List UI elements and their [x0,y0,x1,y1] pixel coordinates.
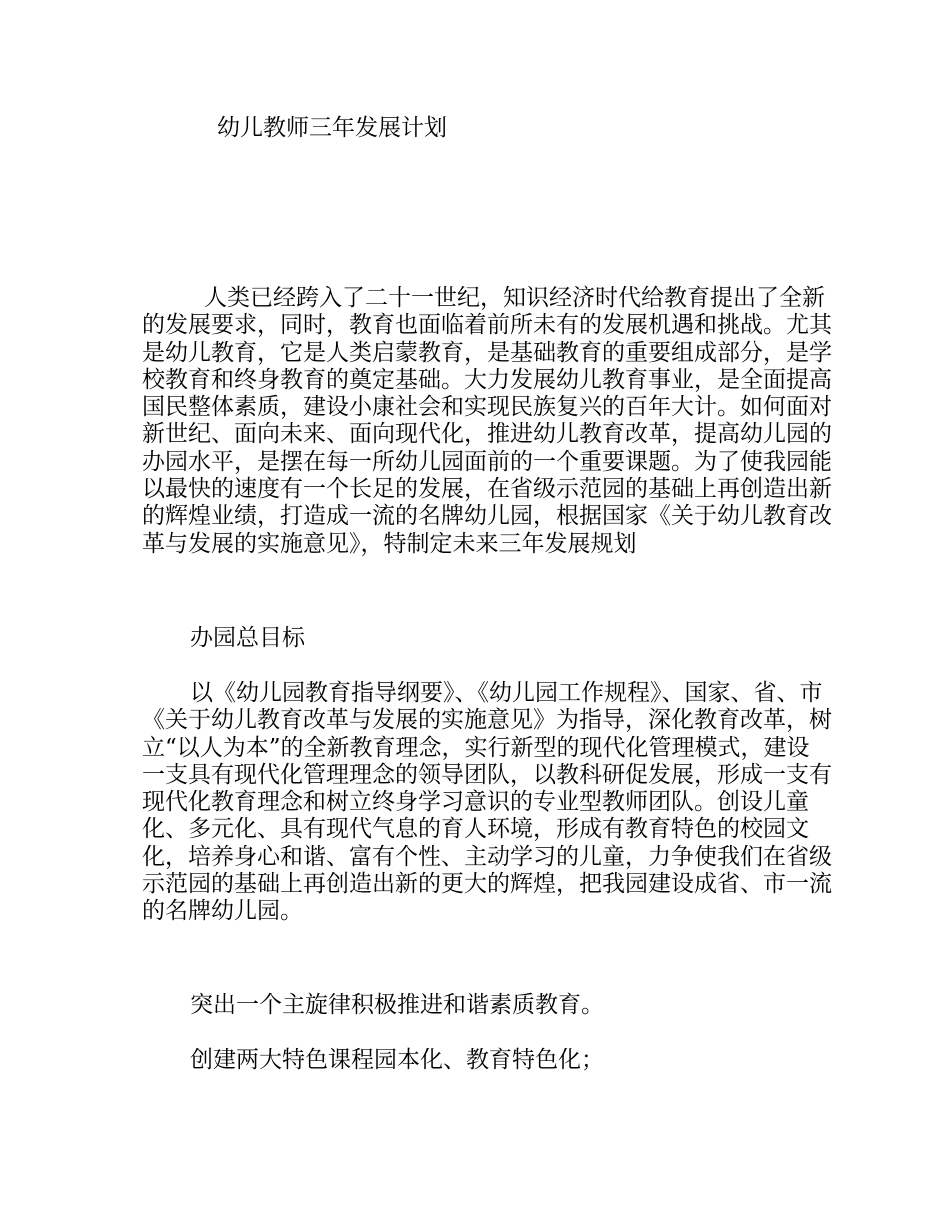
plan-item-paragraph: 突出一个主旋律积极推进和谐素质教育。 [190,992,604,1018]
intro-paragraph: 人类已经跨入了二十一世纪，知识经济时代给教育提出了全新的发展要求，同时，教育也面临着前所未有的发展机遇和挑战。尤其是幼儿教育，它是人类启蒙教育，是基础教育的重要组成部分，是学校教育和终身教育的奠定基础。大力发展幼儿教育事业，是全面提高国民整体素质，建设小康社会和实现民族复兴的百年大计。如何面对新世纪、面向未来、面向现代化，推进幼儿教育改革，提高幼儿园的办园水平，是摆在每一所幼儿园面前的一个重要课题。为了使我园能以最快的速度有一个长足的发展，在省级示范园的基础上再创造出新的辉煌业绩，打造成一流的名牌幼儿园，根据国家《关于幼儿教育改革与发展的实施意见》，特制定未来三年发展规划 [142,285,832,557]
document-title: 幼儿教师三年发展计划 [217,115,447,141]
plan-item-paragraph: 创建两大特色课程园本化、教育特色化； [190,1047,604,1073]
goal-paragraph: 以《幼儿园教育指导纲要》、《幼儿园工作规程》、国家、省、市《关于幼儿教育改革与发展的实施意见》为指导，深化教育改革，树立“以人为本”的全新教育理念，实行新型的现代化管理模式，建设一支具有现代化管理理念的领导团队，以教科研促发展，形成一支有现代化教育理念和树立终身学习意识的专业型教师团队。创设儿童化、多元化、具有现代气息的育人环境，形成有教育特色的校园文化，培养身心和谐、富有个性、主动学习的儿童，力争使我们在省级示范园的基础上再创造出新的更大的辉煌，把我园建设成省、市一流的名牌幼儿园。 [142,680,832,925]
section-heading-goal: 办园总目标 [190,625,305,651]
